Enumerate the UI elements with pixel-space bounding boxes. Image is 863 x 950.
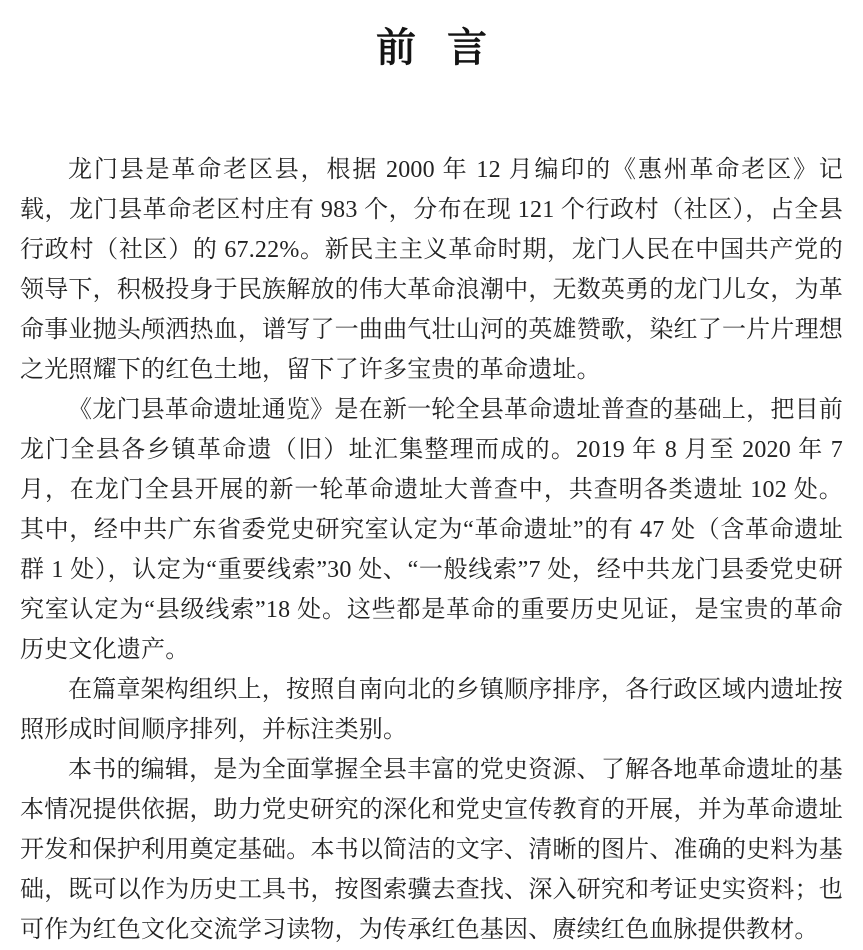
page-title: 前 言 <box>375 26 498 70</box>
document-body <box>20 150 843 950</box>
preface-paragraph: 龙门县是革命老区县，根据 2000 年 12 月编印的《惠州革命老区》记载，龙门县革命老区村庄有 983 个，分布在现 121 个行政村（社区），占全县行政村（社区）的 67.22%。新民主主义革命时期，龙门人民在中国共产党的领导下，积极投身于民族解放的伟大革命浪潮中，无数英勇的龙门儿女，为革命事业抛头颅洒热血，谱写了一曲曲气壮山河的英雄赞歌，染红了一片片理想之光照耀下的红色土地，留下了许多宝贵的革命遗址。 <box>20 157 843 383</box>
preface-paragraph: 在篇章架构组织上，按照自南向北的乡镇顺序排序，各行政区域内遗址按照形成时间顺序排列，并标注类别。 <box>20 677 843 743</box>
preface-paragraph: 《龙门县革命遗址通览》是在新一轮全县革命遗址普查的基础上，把目前龙门全县各乡镇革命遗（旧）址汇集整理而成的。2019 年 8 月至 2020 年 7 月，在龙门全县开展的新一轮革命遗址大普查中，共查明各类遗址 102 处。其中，经中共广东省委党史研究室认定为“革命遗址”的有 47 处（含革命遗址群 1 处），认定为“重要线索”30 处、“一般线索”7 处，经中共龙门县委党史研究室认定为“县级线索”18 处。这些都是革命的重要历史见证，是宝贵的革命历史文化遗产。 <box>20 397 843 663</box>
preface-paragraph: 本书的编辑，是为全面掌握全县丰富的党史资源、了解各地革命遗址的基本情况提供依据，助力党史研究的深化和党史宣传教育的开展，并为革命遗址开发和保护利用奠定基础。本书以简洁的文字、清晰的图片、准确的史料为基础，既可以作为历史工具书，按图索骥去查找、深入研究和考证史实资料；也可作为红色文化交流学习读物，为传承红色基因、赓续红色血脉提供教材。 <box>20 757 843 943</box>
